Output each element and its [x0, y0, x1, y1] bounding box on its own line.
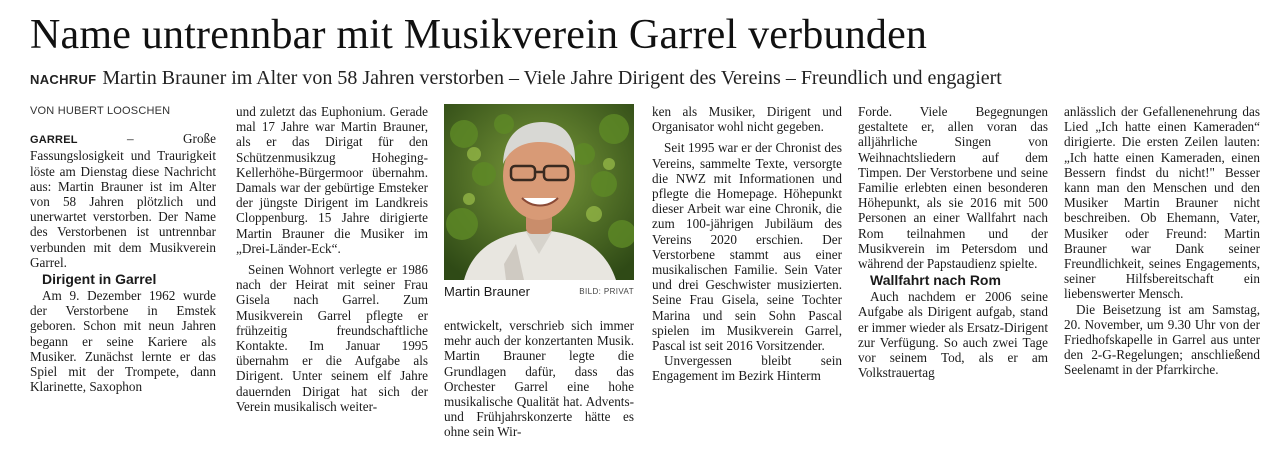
byline: VON HUBERT LOOSCHEN — [30, 105, 171, 117]
portrait-illustration — [444, 104, 634, 280]
paragraph: entwickelt, verschrieb sich immer mehr auch der konzertanten Musik. Martin Brauner legte die Grundlagen dafür, dass das Orchester Garrel eine hohe musikalische Qualität hat. Advents- und Frühjahrskonzerte hätte es ohne sein Wir- — [444, 318, 634, 440]
portrait-photo — [444, 104, 634, 280]
paragraph: Unvergessen bleibt sein Engagement im Bezirk Hinterm — [652, 353, 842, 384]
article-column-3 — [444, 318, 634, 464]
paragraph: Seinen Wohnort verlegte er 1986 nach der Heirat mit seiner Frau Gisela nach Garrel. Zum Musikverein Garrel pflegte er frühzeitig freundschaftliche Kontakte. Im Januar 1995 übernahm er die Aufgabe als Dirigent. Unter seinem elf Jahre dauernden Dirigat hat sich der Verein musikalisch weiter- — [236, 262, 428, 414]
subhead-dirigent: Dirigent in Garrel — [42, 271, 157, 288]
paragraph: Seit 1995 war er der Chronist des Vereins, sammelte Texte, versorgte die NWZ mit Informationen und pflegte die Homepage. Höhepunkt dieser Arbeit war eine Chronik, die zum 100-jährigen Jubiläum des Vereins 2020 erschien. Der Verstorbene stammt aus einer musikalischen Familie. Sein Vater und drei Geschwister musizierten. Seine Frau Gisela, seine Tochter Marina und sein Sohn Pascal spielen im Musikverein Garrel, Pascal ist seit 2016 Vorsitzender. — [652, 140, 842, 354]
dateline: GARREL — [30, 134, 78, 147]
paragraph: Auch nachdem er 2006 seine Aufgabe als Dirigent aufgab, stand er immer wieder als Ersatz-Dirigent zur Verfügung. So auch zwei Tage vor seinem Tod, als er am Volkstrauertag — [858, 289, 1048, 381]
paragraph: und zuletzt das Euphonium. Gerade mal 17 Jahre war Martin Brauner, als er das Dirigat für den Schützenmusikzug Hoheging-Kellerhöhe-Bürgermoor übernahm. Damals war der gebürtige Emsteker der jüngste Dirigent im Landkreis Cloppenburg. 15 Jahre dirigierte Martin Brauner die Musiker im „Drei-Länder-Eck“. — [236, 104, 428, 256]
paragraph: Am 9. Dezember 1962 wurde der Verstorbene in Emstek geboren. Schon mit neun Jahren begann er seine Kariere als Musiker. Zunächst lernte er das Spiel mit der Trompete, dann Klarinette, Saxophon — [30, 288, 216, 395]
article-column-4 — [652, 104, 842, 464]
kicker: NACHRUF — [30, 72, 97, 87]
photo-credit: BILD: PRIVAT — [579, 287, 634, 296]
article-column-2 — [236, 104, 428, 464]
photo-caption — [444, 284, 634, 300]
paragraph: ken als Musiker, Dirigent und Organisator wohl nicht gegeben. — [652, 104, 842, 135]
paragraph-text: – Große Fassungslosigkeit und Traurigkeit löste am Dienstag diese Nachricht aus: Martin Brauner ist im Alter von 58 Jahren plötzlich und unerwartet verstorben. Der Name des Verstorbenen ist untrennbar verbunden mit dem Musikverein Garrel. — [30, 131, 216, 270]
headline: Name untrennbar mit Musikverein Garrel verbunden — [30, 12, 928, 58]
paragraph: anlässlich der Gefallenenehrung das Lied „Ich hatte einen Kameraden“ dirigierte. Die ersten Zeilen lauten: „Ich hatte einen Kameraden, einen Bessern findst du nicht!" Besser kann man den Menschen und den Musiker Martin Brauner nicht beschreiben. Ob Ehemann, Vater, Musiker oder Freund: Martin Brauner war Dank seiner Freundlichkeit, seines Engagements, seiner Hilfsbereitschaft ein liebenswerter Mensch. — [1064, 104, 1260, 302]
subline — [30, 65, 1270, 93]
article-column-6 — [1064, 104, 1260, 464]
article-column-5 — [858, 104, 1048, 464]
paragraph — [30, 131, 216, 270]
subline-text: Martin Brauner im Alter von 58 Jahren verstorben – Viele Jahre Dirigent des Vereins – Freundlich und engagiert — [102, 67, 1002, 89]
paragraph: Forde. Viele Begegnungen gestaltete er, allen voran das alljährliche Singen von Weihnachtsliedern auf dem Timpen. Der Verstorbene und seine Familie erlebten einen besonderen Höhepunkt, als sie 2016 mit 500 Personen an einer Wallfahrt nach Rom teilnahmen und der Musikverein im Petersdom und während der Papstaudienz spielte. — [858, 104, 1048, 272]
paragraph: Die Beisetzung ist am Samstag, 20. November, um 9.30 Uhr von der Friedhofskapelle in Garrel aus unter den 2-G-Regelungen; anschließend Seelenamt in der Pfarrkirche. — [1064, 301, 1260, 378]
subhead-wallfahrt: Wallfahrt nach Rom — [870, 272, 1001, 289]
caption-name: Martin Brauner — [444, 284, 530, 299]
article-column-1 — [30, 104, 216, 464]
